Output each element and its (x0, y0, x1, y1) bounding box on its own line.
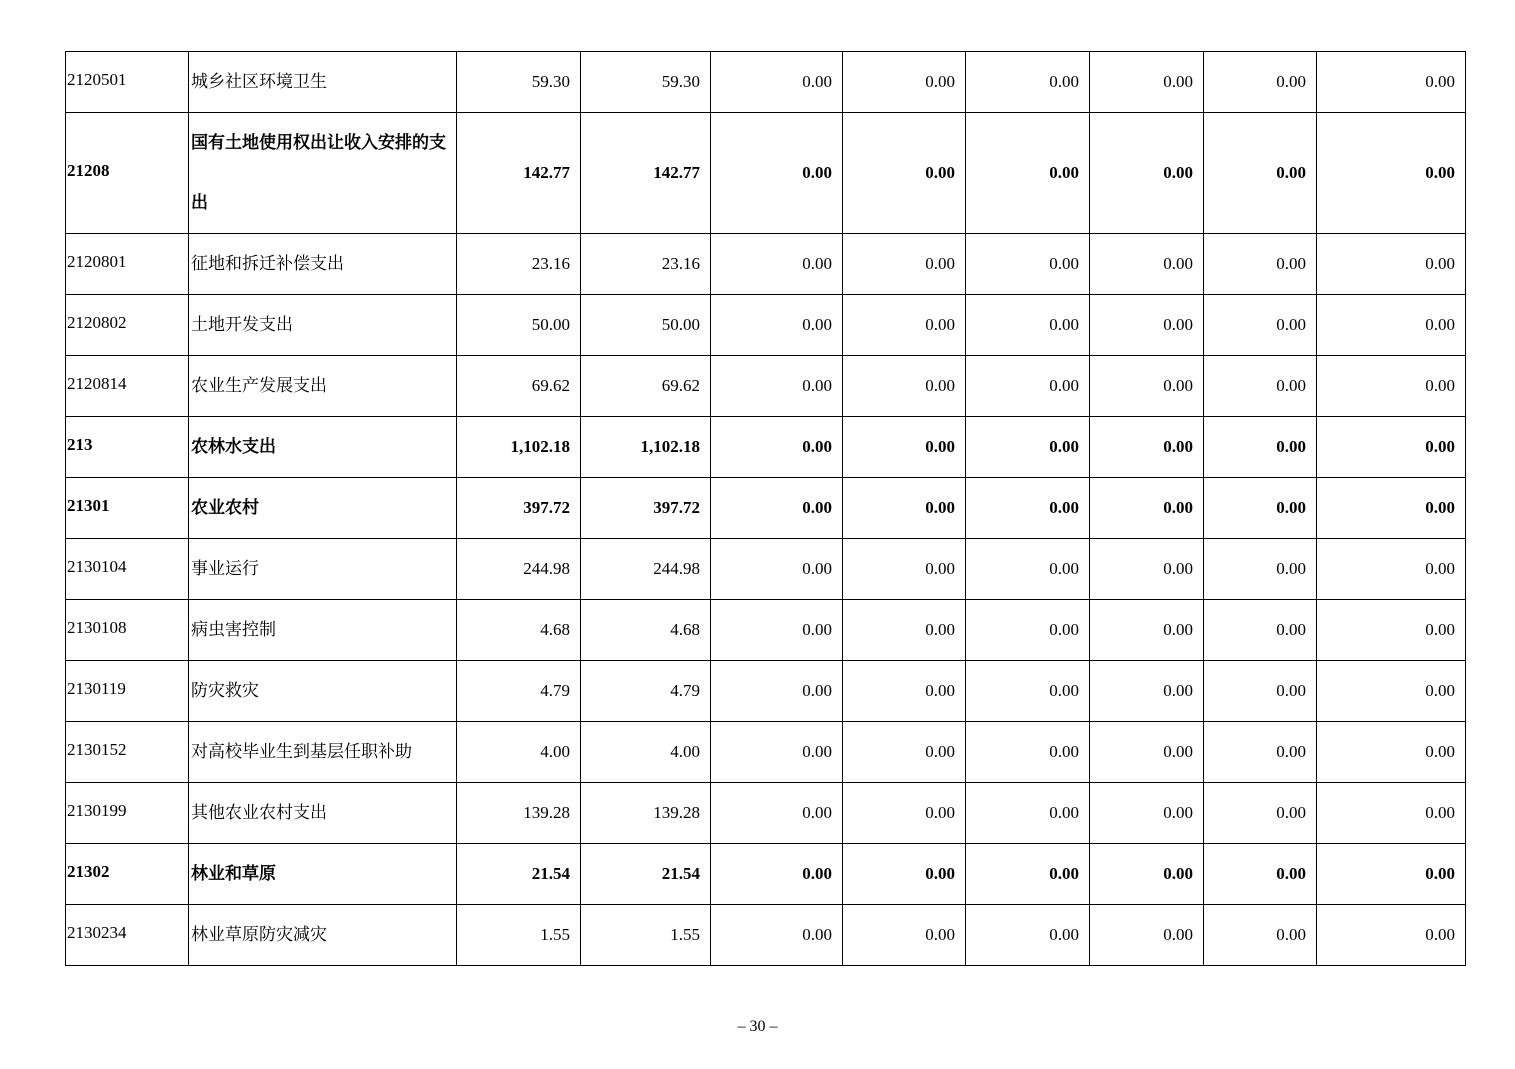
table-row (66, 844, 1466, 905)
amount-cell: 0.00 (1090, 844, 1204, 905)
amount-cell: 0.00 (843, 905, 966, 966)
subject-code-cell: 2130234 (66, 905, 189, 966)
amount-cell: 0.00 (1204, 539, 1317, 600)
amount-cell: 21.54 (581, 844, 711, 905)
amount-cell: 0.00 (711, 661, 843, 722)
amount-cell: 59.30 (457, 52, 581, 113)
amount-cell: 0.00 (1090, 356, 1204, 417)
amount-cell: 0.00 (843, 417, 966, 478)
amount-cell: 21.54 (457, 844, 581, 905)
amount-cell: 0.00 (1317, 539, 1466, 600)
amount-cell: 50.00 (581, 295, 711, 356)
amount-cell: 0.00 (843, 356, 966, 417)
subject-code-cell: 2130108 (66, 600, 189, 661)
amount-cell: 0.00 (1204, 905, 1317, 966)
subject-name-cell: 土地开发支出 (189, 295, 457, 356)
table-row (66, 539, 1466, 600)
amount-cell: 4.79 (581, 661, 711, 722)
budget-table (65, 51, 1466, 966)
amount-cell: 0.00 (711, 539, 843, 600)
table-row (66, 661, 1466, 722)
amount-cell: 1,102.18 (457, 417, 581, 478)
amount-cell: 0.00 (1317, 356, 1466, 417)
amount-cell: 0.00 (1204, 113, 1317, 234)
amount-cell: 0.00 (966, 600, 1090, 661)
amount-cell: 4.00 (457, 722, 581, 783)
subject-name-cell: 征地和拆迁补偿支出 (189, 234, 457, 295)
table-row (66, 113, 1466, 234)
amount-cell: 0.00 (711, 52, 843, 113)
amount-cell: 397.72 (581, 478, 711, 539)
amount-cell: 0.00 (966, 356, 1090, 417)
amount-cell: 0.00 (1317, 783, 1466, 844)
amount-cell: 0.00 (1090, 478, 1204, 539)
subject-name-cell: 对高校毕业生到基层任职补助 (189, 722, 457, 783)
subject-code-cell: 21301 (66, 478, 189, 539)
amount-cell: 244.98 (581, 539, 711, 600)
table-row (66, 234, 1466, 295)
subject-code-cell: 2130152 (66, 722, 189, 783)
amount-cell: 0.00 (1204, 234, 1317, 295)
amount-cell: 0.00 (1317, 722, 1466, 783)
amount-cell: 0.00 (966, 234, 1090, 295)
amount-cell: 0.00 (1204, 722, 1317, 783)
amount-cell: 0.00 (1317, 113, 1466, 234)
subject-name-cell: 病虫害控制 (189, 600, 457, 661)
amount-cell: 397.72 (457, 478, 581, 539)
amount-cell: 0.00 (843, 113, 966, 234)
subject-name-cell: 农业农村 (189, 478, 457, 539)
amount-cell: 0.00 (843, 234, 966, 295)
amount-cell: 69.62 (581, 356, 711, 417)
amount-cell: 0.00 (711, 113, 843, 234)
amount-cell: 0.00 (843, 722, 966, 783)
amount-cell: 0.00 (966, 905, 1090, 966)
amount-cell: 0.00 (843, 478, 966, 539)
table-row (66, 295, 1466, 356)
table-row (66, 417, 1466, 478)
amount-cell: 0.00 (843, 52, 966, 113)
amount-cell: 0.00 (711, 234, 843, 295)
table-row (66, 905, 1466, 966)
amount-cell: 1.55 (457, 905, 581, 966)
amount-cell: 0.00 (843, 295, 966, 356)
amount-cell: 0.00 (1204, 844, 1317, 905)
amount-cell: 0.00 (1090, 417, 1204, 478)
amount-cell: 0.00 (1204, 52, 1317, 113)
amount-cell: 0.00 (711, 905, 843, 966)
subject-code-cell: 2130119 (66, 661, 189, 722)
subject-code-cell: 21302 (66, 844, 189, 905)
amount-cell: 0.00 (966, 722, 1090, 783)
amount-cell: 0.00 (843, 844, 966, 905)
amount-cell: 0.00 (1090, 234, 1204, 295)
amount-cell: 0.00 (966, 113, 1090, 234)
amount-cell: 0.00 (966, 295, 1090, 356)
subject-name-cell: 农业生产发展支出 (189, 356, 457, 417)
amount-cell: 69.62 (457, 356, 581, 417)
subject-name-cell: 其他农业农村支出 (189, 783, 457, 844)
table-row (66, 600, 1466, 661)
amount-cell: 0.00 (1204, 295, 1317, 356)
table-row (66, 478, 1466, 539)
amount-cell: 0.00 (1090, 295, 1204, 356)
table-body (66, 52, 1466, 966)
amount-cell: 59.30 (581, 52, 711, 113)
amount-cell: 50.00 (457, 295, 581, 356)
amount-cell: 0.00 (1317, 295, 1466, 356)
amount-cell: 0.00 (1204, 417, 1317, 478)
amount-cell: 4.68 (457, 600, 581, 661)
amount-cell: 0.00 (711, 356, 843, 417)
amount-cell: 0.00 (1090, 113, 1204, 234)
amount-cell: 0.00 (1204, 783, 1317, 844)
amount-cell: 4.79 (457, 661, 581, 722)
amount-cell: 0.00 (1090, 661, 1204, 722)
amount-cell: 0.00 (1317, 417, 1466, 478)
amount-cell: 0.00 (966, 478, 1090, 539)
amount-cell: 4.68 (581, 600, 711, 661)
subject-name-cell: 防灾救灾 (189, 661, 457, 722)
amount-cell: 0.00 (711, 844, 843, 905)
amount-cell: 0.00 (966, 539, 1090, 600)
amount-cell: 0.00 (711, 722, 843, 783)
amount-cell: 0.00 (1317, 661, 1466, 722)
amount-cell: 0.00 (1317, 52, 1466, 113)
amount-cell: 0.00 (1317, 234, 1466, 295)
subject-code-cell: 21208 (66, 113, 189, 234)
subject-code-cell: 2120501 (66, 52, 189, 113)
amount-cell: 0.00 (1317, 844, 1466, 905)
table-row (66, 722, 1466, 783)
subject-name-cell: 农林水支出 (189, 417, 457, 478)
table-row (66, 52, 1466, 113)
amount-cell: 0.00 (1090, 600, 1204, 661)
subject-name-cell: 国有土地使用权出让收入安排的支出 (189, 113, 457, 234)
amount-cell: 0.00 (1317, 600, 1466, 661)
subject-code-cell: 2120801 (66, 234, 189, 295)
amount-cell: 0.00 (966, 52, 1090, 113)
amount-cell: 0.00 (843, 661, 966, 722)
amount-cell: 0.00 (966, 783, 1090, 844)
amount-cell: 23.16 (457, 234, 581, 295)
subject-code-cell: 2120814 (66, 356, 189, 417)
amount-cell: 0.00 (1317, 905, 1466, 966)
amount-cell: 0.00 (843, 539, 966, 600)
subject-code-cell: 2120802 (66, 295, 189, 356)
amount-cell: 23.16 (581, 234, 711, 295)
amount-cell: 0.00 (1090, 783, 1204, 844)
amount-cell: 0.00 (1204, 661, 1317, 722)
amount-cell: 4.00 (581, 722, 711, 783)
amount-cell: 0.00 (1090, 905, 1204, 966)
table-row (66, 783, 1466, 844)
table-row (66, 356, 1466, 417)
subject-name-cell: 林业草原防灾减灾 (189, 905, 457, 966)
amount-cell: 1.55 (581, 905, 711, 966)
amount-cell: 0.00 (843, 600, 966, 661)
amount-cell: 0.00 (966, 661, 1090, 722)
amount-cell: 139.28 (581, 783, 711, 844)
amount-cell: 142.77 (581, 113, 711, 234)
subject-code-cell: 213 (66, 417, 189, 478)
amount-cell: 139.28 (457, 783, 581, 844)
amount-cell: 0.00 (1204, 356, 1317, 417)
amount-cell: 0.00 (1090, 539, 1204, 600)
amount-cell: 0.00 (1317, 478, 1466, 539)
amount-cell: 0.00 (1204, 478, 1317, 539)
amount-cell: 0.00 (1204, 600, 1317, 661)
subject-code-cell: 2130104 (66, 539, 189, 600)
amount-cell: 0.00 (711, 295, 843, 356)
amount-cell: 142.77 (457, 113, 581, 234)
amount-cell: 244.98 (457, 539, 581, 600)
subject-code-cell: 2130199 (66, 783, 189, 844)
subject-name-cell: 事业运行 (189, 539, 457, 600)
amount-cell: 0.00 (711, 478, 843, 539)
amount-cell: 0.00 (711, 783, 843, 844)
page-number: – 30 – (737, 1018, 778, 1035)
amount-cell: 0.00 (1090, 52, 1204, 113)
subject-name-cell: 城乡社区环境卫生 (189, 52, 457, 113)
amount-cell: 0.00 (966, 417, 1090, 478)
amount-cell: 0.00 (966, 844, 1090, 905)
amount-cell: 0.00 (711, 417, 843, 478)
subject-name-cell: 林业和草原 (189, 844, 457, 905)
amount-cell: 0.00 (711, 600, 843, 661)
amount-cell: 0.00 (1090, 722, 1204, 783)
amount-cell: 0.00 (843, 783, 966, 844)
amount-cell: 1,102.18 (581, 417, 711, 478)
